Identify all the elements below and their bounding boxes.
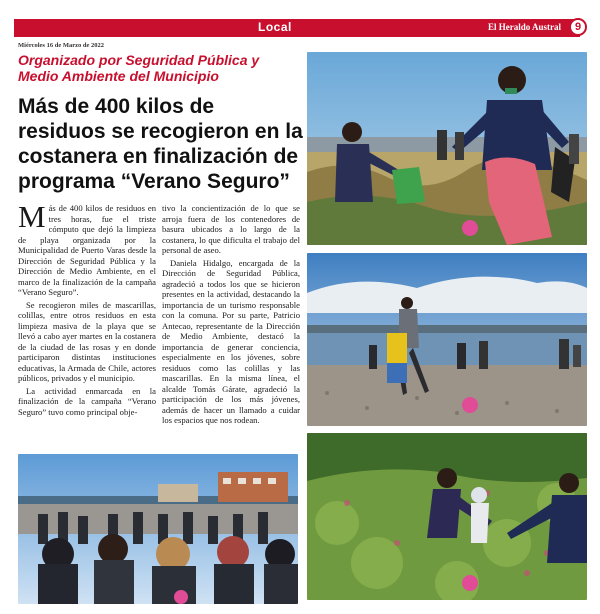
volunteers-collecting-trash-grass-photo: [307, 52, 587, 245]
newspaper-brand: El Heraldo Austral: [488, 22, 562, 32]
article-paragraph: tivo la concientización de lo que se arroja fuera de los contenedores de basura ubicados a lo largo de la costanera, lo que dificulta el trabajo del personal de aseo.: [162, 203, 300, 255]
article-paragraph: Daniela Hidalgo, encargada de la Dirección de Seguridad Pública, agradeció a todos los que se hicieron presentes en la actividad, destacando la importancia de un turismo responsable con la comuna. Por su parte, Patricio Antecao, representante de la Dirección de Medio Ambiente, destacó la importancia de generar conciencia, especialmente en los jóvenes, sobre residuos como las colillas y las mascarillas. En la misma línea, el alcalde Tomás Gárate, agradeció la participación de los más jóvenes, además de hacer un llamado a cuidar los espacios que nos rodean.: [162, 257, 300, 425]
article-headline: Más de 400 kilos de residuos se recogieron en la costanera en finalización de programa “Verano Seguro”: [18, 95, 303, 193]
article-kicker: Organizado por Seguridad Pública y Medio Ambiente del Municipio: [18, 52, 260, 84]
drop-cap: M: [18, 199, 46, 234]
article-date: Miércoles 16 de Marzo de 2022: [18, 42, 104, 49]
beach-cleanup-shoreline-photo: [307, 253, 587, 426]
volunteers-in-bushes-photo: [307, 433, 587, 600]
article-column-1: [18, 199, 156, 419]
article-paragraph: Más de 400 kilos de residuos en tres horas, fue el triste cómputo que dejó la limpieza de playa organizada por la Municipalidad de Puerto Varas desde la Dirección de Seguridad Pública y la Dirección de Medio Ambiente, en el marco de la finalización de la campaña “Verano Seguro”.: [18, 199, 156, 297]
section-label: Local: [258, 20, 292, 34]
article-column-2: [162, 203, 300, 428]
students-group-waterfront-photo: [18, 454, 298, 604]
article-paragraph: Se recogieron miles de mascarillas, colillas, entre otros residuos en esta limpieza masiva de la playa que se llevó a cabo ayer martes en la costanera de la ciudad de las rosas y en donde participaron distintas instituciones educativas, la Armada de Chile, actores públicos, privados y el municipio.: [18, 299, 156, 383]
article-paragraph: La actividad enmarcada en la finalización de la campaña “Verano Seguro” tuvo como principal obje-: [18, 385, 156, 417]
page-number-badge: 9: [569, 18, 587, 36]
